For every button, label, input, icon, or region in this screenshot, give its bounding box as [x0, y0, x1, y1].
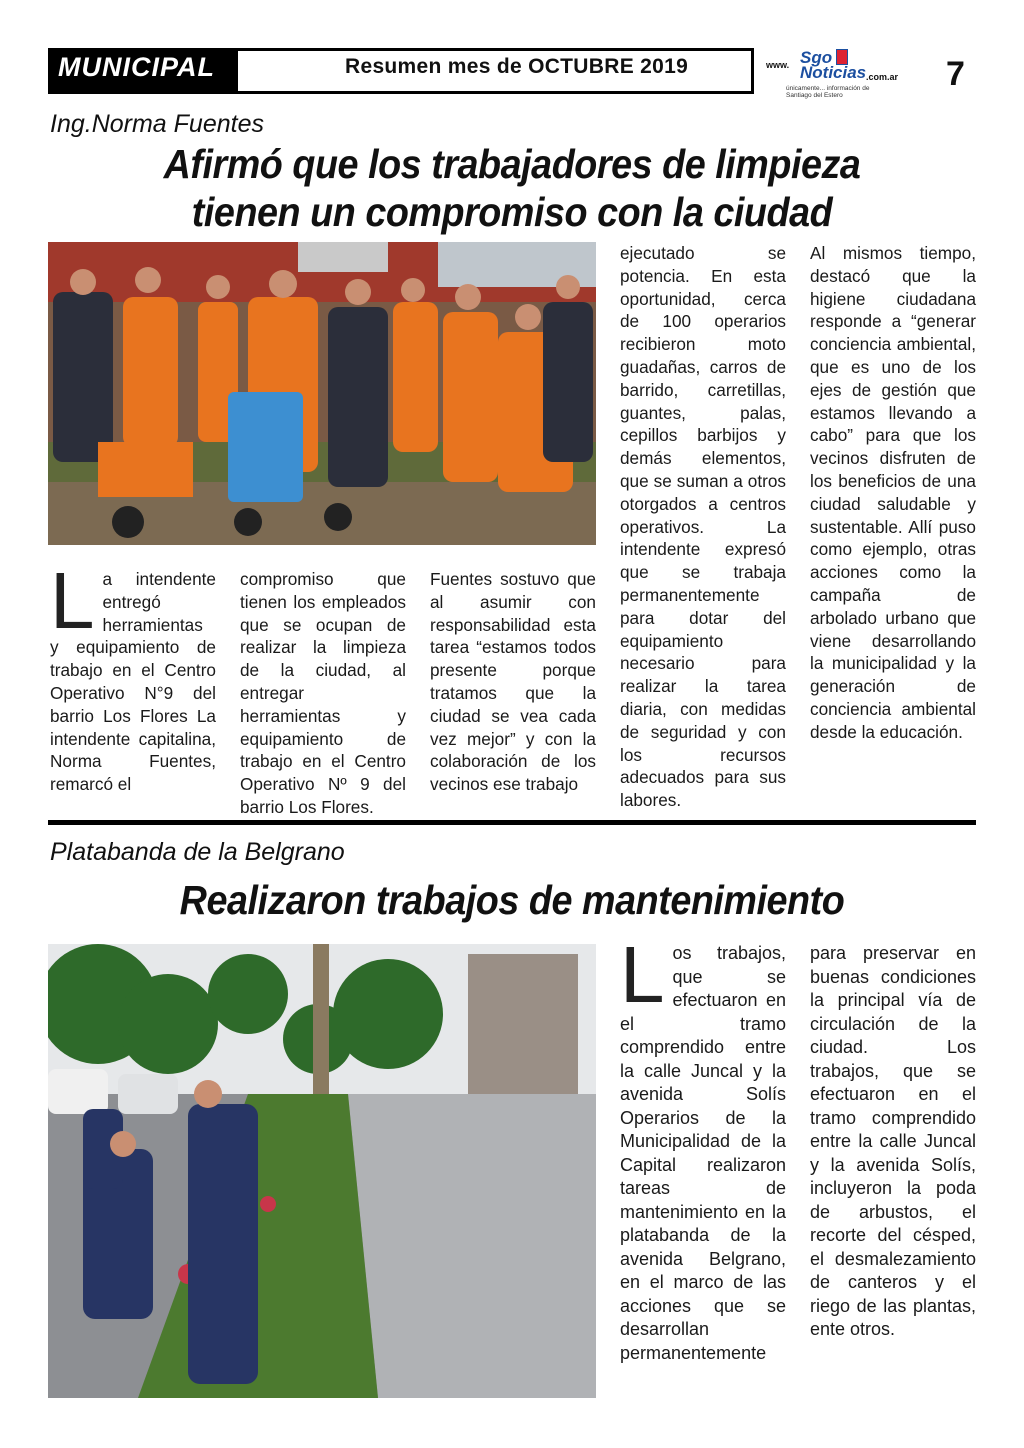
article2-kicker: Platabanda de la Belgrano	[50, 838, 345, 866]
article2-headline: Realizaron trabajos de mantenimiento	[179, 877, 845, 923]
article1-kicker: Ing.Norma Fuentes	[50, 110, 264, 138]
article2-photo	[48, 944, 596, 1398]
article2-column-2: para preservar en buenas condiciones la principal vía de circulación de la ciudad. Los trabajos, que se efectuaron en el tramo comprendido entre la calle Juncal y la avenida Solís, incluyeron la poda de arbustos, el recorte del césped, el desmalezamiento de canteros y el riego de las plantas, ente otros.	[810, 943, 976, 1339]
street-maintenance-photo-icon	[48, 944, 596, 1398]
site-logo	[766, 48, 906, 99]
article1-col1-text: a intendente entregó herramientas y equipamiento de trabajo en el Centro Operativo N°9 del barrio Los Flores La intendente capitalina, Norma Fuentes, remarcó el	[50, 569, 216, 795]
page-number: 7	[946, 55, 965, 93]
article1-column-3: Fuentes sostuvo que al asumir con responsabilidad esta tarea “estamos todos presente porque tratamos que la ciudad se vea cada vez mejor” y con la colaboración de los vecinos ese trabajo	[430, 569, 596, 795]
logo-tagline: únicamente... información de Santiago del Estero	[786, 85, 870, 99]
article1-headline-line1: Afirmó que los trabajadores de limpieza	[163, 141, 861, 187]
article2-dropcap: L	[620, 930, 665, 1019]
article2-col1-text: os trabajos, que se efectuaron en el tramo comprendido entre la calle Juncal y la avenida Solís Operarios de la Municipalidad de la Capital realizaron tareas de mantenimiento en la platabanda de la avenida Belgrano, en el marco de las acciones que se desarrollan permanentemente	[620, 943, 786, 1363]
workers-group-photo-icon	[48, 242, 596, 545]
article1-column-5: Al mismos tiempo, destacó que la higiene ciudadana responde a “generar conciencia ambiental, que es uno de los ejes de gestión que estamos llevando a cabo” para que los vecinos disfruten de los beneficios de una ciudad saludable y sustentable. Allí puso como ejemplo, otras acciones como la campaña de arbolado urbano que viene desarrollando la municipalidad y la generación de conciencia ambiental desde la educación.	[810, 243, 976, 742]
logo-domain: .com.ar	[866, 72, 899, 82]
issue-summary: Resumen mes de OCTUBRE 2019	[345, 55, 689, 78]
article1-column-1	[50, 556, 216, 796]
logo-www: www.	[766, 60, 790, 70]
article1-column-4: ejecutado se potencia. En esta oportunidad, cerca de 100 operarios recibieron moto guadañas, carros de barrido, carretillas, guantes, palas, cepillos barbijos y demás elementos, que se suman a otros otorgados a centros operativos. La intendente expresó que se trabaja permanentemente para dotar del equipamiento necesario para realizar la tarea diaria, con medidas de seguridad y con los recursos adecuados para sus labores.	[620, 243, 786, 811]
article2-column-1	[620, 930, 786, 1365]
article1-headline-line2: tienen un compromiso con la ciudad	[191, 189, 833, 235]
section-divider	[48, 820, 976, 825]
article1-dropcap: L	[50, 556, 95, 645]
section-label: MUNICIPAL	[58, 52, 215, 82]
article1-photo	[48, 242, 596, 545]
logo-line2: Noticias	[800, 63, 867, 82]
article1-column-2: compromiso que tienen los empleados que se ocupan de realizar la limpieza de la ciudad, al entregar herramientas y equipamiento de trabajo en el Centro Operativo Nº 9 del barrio Los Flores.	[240, 569, 406, 817]
logo-line1: Sgo	[800, 48, 833, 67]
